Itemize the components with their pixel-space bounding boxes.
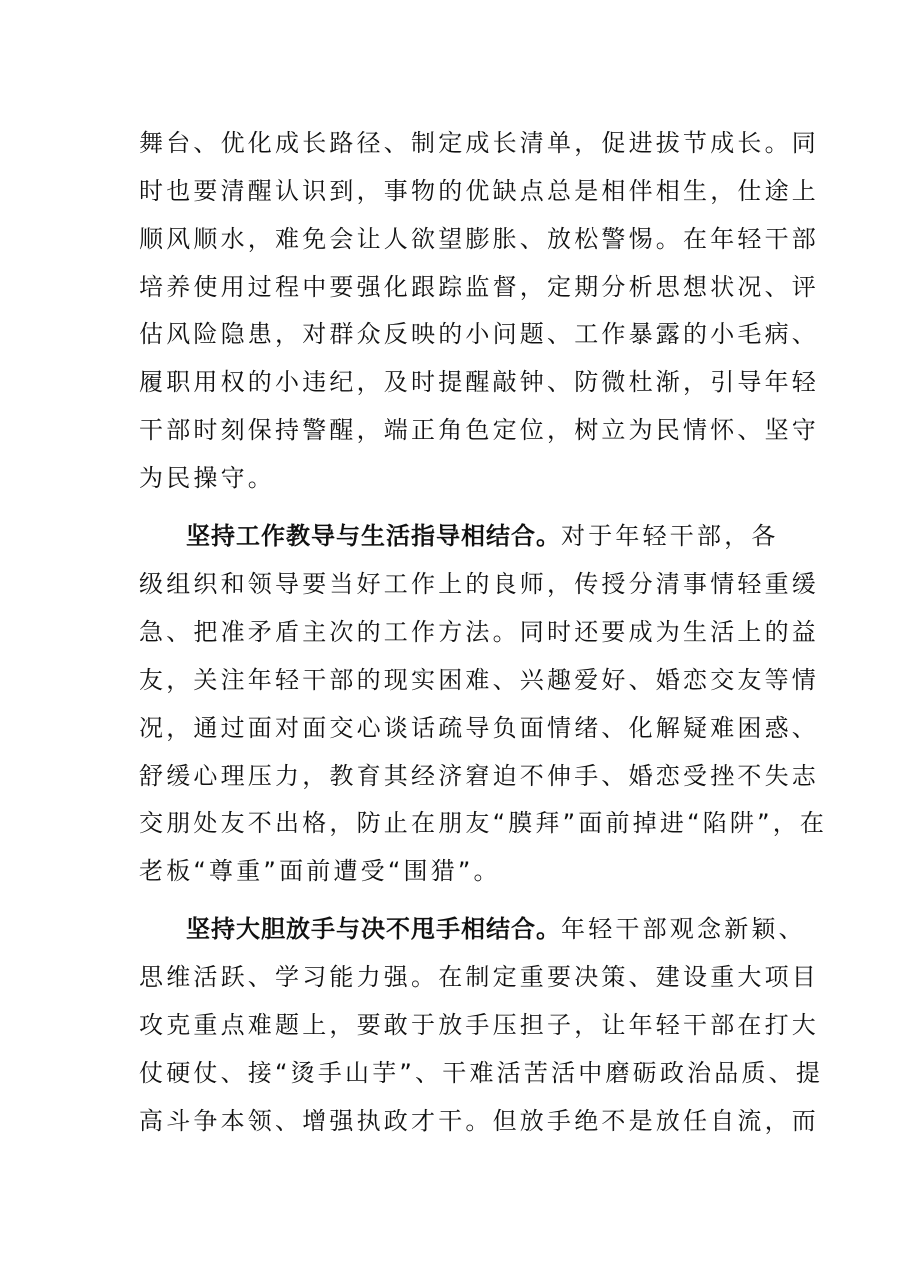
paragraph-first-line xyxy=(186,906,806,952)
text-line: 顺风顺水，难免会让人欲望膨胀、放松警惕。在年轻干部 xyxy=(139,225,819,253)
text-line: 干部时刻保持警醒，端正角色定位，树立为民情怀、坚守 xyxy=(139,416,819,444)
text-line: 急、把准矛盾主次的工作方法。同时还要成为生活上的益 xyxy=(139,618,819,646)
text-span: 对于年轻干部，各 xyxy=(561,522,779,550)
text-line: 级组织和领导要当好工作上的良师，传授分清事情轻重缓 xyxy=(139,570,819,598)
text-line: 思维活跃、学习能力强。在制定重要决策、建设重大项目 xyxy=(139,963,819,991)
text-span: 年轻干部观念新颖、 xyxy=(561,915,806,943)
paragraph-heading: 坚持工作教导与生活指导相结合。 xyxy=(186,522,561,550)
paragraph-heading: 坚持大胆放手与决不甩手相结合。 xyxy=(186,915,561,943)
text-line: 履职用权的小违纪，及时提醒敲钟、防微杜渐，引导年轻 xyxy=(139,368,819,396)
text-line: 舞台、优化成长路径、制定成长清单，促进拔节成长。同 xyxy=(139,129,819,157)
text-line: 估风险隐患，对群众反映的小问题、工作暴露的小毛病、 xyxy=(139,320,819,348)
text-line: 舒缓心理压力，教育其经济窘迫不伸手、婚恋受挫不失志 xyxy=(139,762,819,790)
text-line: 友，关注年轻干部的现实困难、兴趣爱好、婚恋交友等情 xyxy=(139,666,819,694)
text-line: 攻克重点难题上，要敢于放手压担子，让年轻干部在打大 xyxy=(139,1011,819,1039)
text-line: 交朋处友不出格，防止在朋友“膜拜”面前掉进“陷阱”，在 xyxy=(139,809,828,837)
paragraph-first-line xyxy=(186,513,786,559)
text-line: 培养使用过程中要强化跟踪监督，定期分析思想状况、评 xyxy=(139,273,819,301)
text-line: 为民操守。 xyxy=(139,464,275,492)
text-line: 时也要清醒认识到，事物的优缺点总是相伴相生，仕途上 xyxy=(139,177,819,205)
text-line: 仗硬仗、接“烫手山芋”、干难活苦活中磨砺政治品质、提 xyxy=(139,1059,824,1087)
text-line: 况，通过面对面交心谈话疏导负面情绪、化解疑难困惑、 xyxy=(139,714,819,742)
text-line: 老板“尊重”面前遭受“围猎”。 xyxy=(139,857,501,885)
text-line: 高斗争本领、增强执政才干。但放手绝不是放任自流，而 xyxy=(139,1107,819,1135)
